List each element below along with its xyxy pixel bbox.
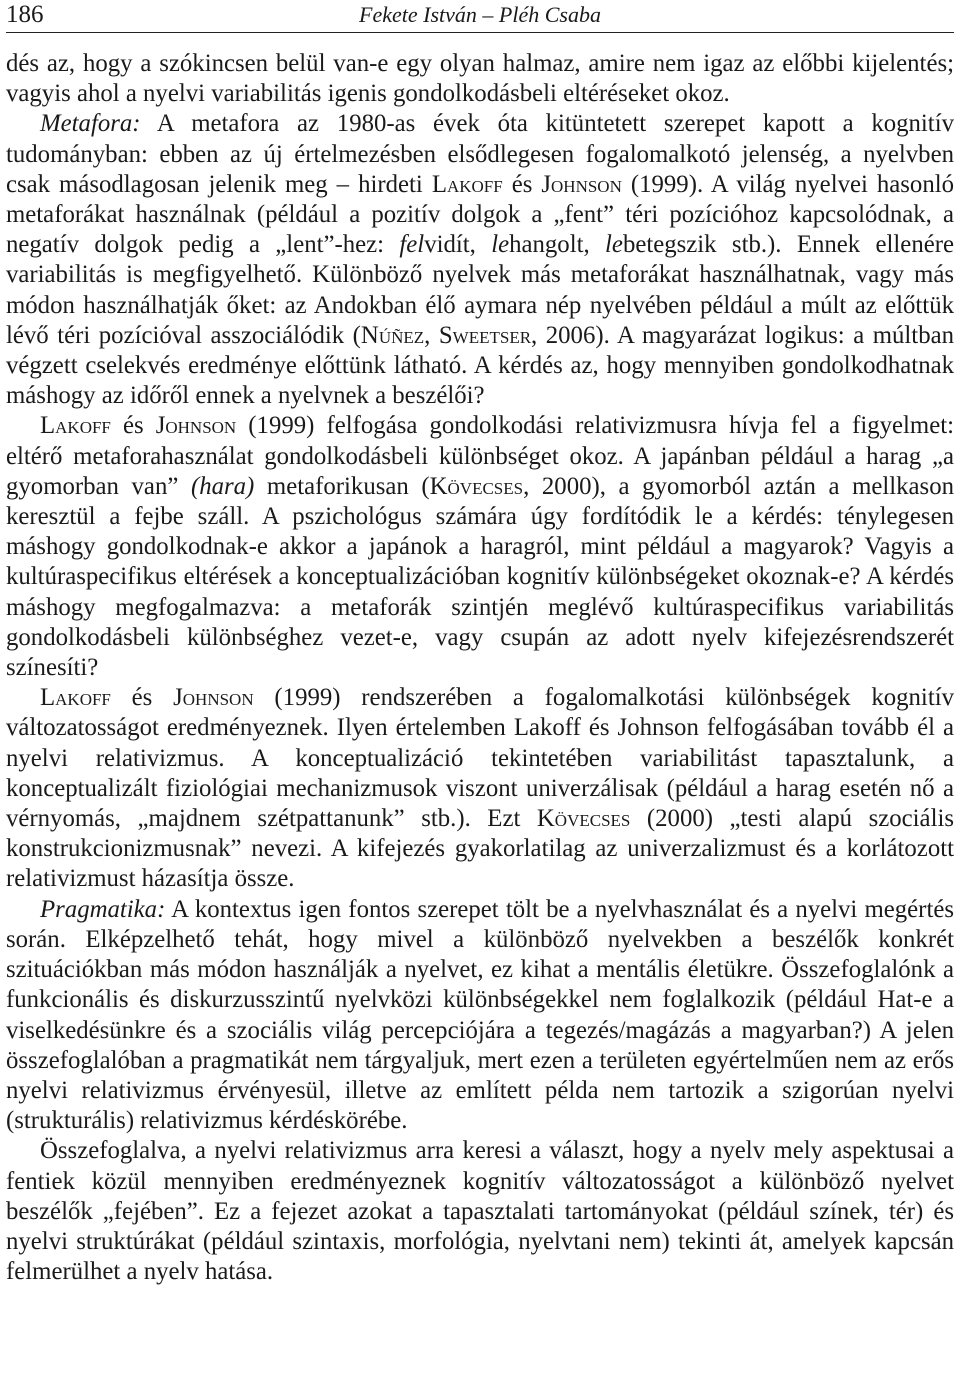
paragraph-pragmatika: Pragmatika: A kontextus igen fontos szerepet tölt be a nyelvhasználat és a nyelvi megértés során. Elképzelhető tehát, hogy mivel a különböző nyelvekben a beszélők konkrét szituációkban más módon használják a nyelvet, ez kihat a mentális életükre. Összefoglalónk a funkcionális és diskurzusszintű nyelvközi különbségekkel nem foglalkozik (például Hat-e a viselkedésünkre és a szociális világ percepciójára a tegezés/magázás a magyarban?) A jelen összefoglalóban a pragmatikát nem tárgyaljuk, mert ezen a területen egyértelműen nem az erős nyelvi relativizmus érvényesül, illetve az említett példa nem tartozik a szigorúan nyelvi (strukturális) relativizmus kérdéskörébe. <box>6 895 954 1135</box>
paragraph-summary: Összefoglalva, a nyelvi relativizmus arra keresi a választ, hogy a nyelv mely aspektusai a fentiek közül mennyiben eredményeznek kognitív változatosságot a különböző nyelvet beszélők „fejében”. Ez a fejezet azokat a tapasztalati tartományokat (például színek, tér) és nyelvi struktúrákat (például szintaxis, morfológia, nyelvtani nem) tekinti át, amelyek kapcsán felmerülhet a nyelv hatása. <box>6 1137 954 1286</box>
running-head: Fekete István – Pléh Csaba <box>359 2 601 27</box>
paragraph-metafora: Metafora: A metafora az 1980-as évek óta kitüntetett szerepet kapott a kognitív tudományban: ebben az új értelmezésben elsődlegesen fogalomalkotó jelenség, a nyelvben csak másodlagosan jelenik meg – hirdeti Lakoff és Johnson (1999). A világ nyelvei hasonló metaforákat használnak (például a pozitív dolgok a „fent” téri pozícióhoz kapcsolódnak, a negatív dolgok pedig a „lent”-hez: felvidít, lehangolt, lebetegszik stb.). Ennek ellenére variabilitás is megfigyelhető. Különböző nyelvek más metaforákat használhatnak, vagy más módon használhatják őket: az Andokban élő aymara nép nyelvében például a múlt az előttük lévő téri pozícióval asszociálódik (Núñez, Sweetser, 2006). A magyarázat logikus: a múltban végzett cselekvés eredménye előttünk látható. A kérdés az, hogy mennyiben gondolkodhatnak máshogy az időről ennek a nyelvnek a beszélői? <box>6 110 955 410</box>
page-header <box>6 0 954 33</box>
page-number: 186 <box>6 1 44 28</box>
paragraph-lakoff-johnson-system: Lakoff és Johnson (1999) rendszerében a fogalomalkotási különbségek kognitív változatosságot eredményeznek. Ilyen értelemben Lakoff és Johnson felfogásában tovább él a nyelvi relativizmus. A konceptualizáció tekintetében variabilitást tapasztalunk, a konceptualizált fiziológiai mechanizmusok viszont univerzálisak (például a harag esetén nő a vérnyomás, „majdnem szétpattanunk” stb.). Ezt Kövecses (2000) „testi alapú szociális konstrukcionizmusnak” nevezi. A kifejezés gyakorlatilag az univerzalizmust és a korlátozott relativizmust házasítja össze. <box>6 684 954 893</box>
paragraph-lakoff-johnson-relativism: Lakoff és Johnson (1999) felfogása gondolkodási relativizmusra hívja fel a figyelmet: eltérő metaforahasználat gondolkodásbeli különbséget okoz. A japánban például a harag „a gyomorban van” (hara) metaforikusan (Kövecses, 2000), a gyomorból aztán a mellkason keresztül a fejbe száll. A pszichológus számára úgy fordítódik le a kérdés: ténylegesen máshogy gondolkodnak-e akkor a japánok a haragról, mint például a magyarok? Vagyis a kultúraspecifikus eltérések a konceptualizációban kognitív különbségeket okoznak-e? A kérdés máshogy megfogalmazva: a metaforák szintjén meglévő kultúraspecifikus variabilitás gondolkodásbeli különbséghez vezet-e, vagy csupán az adott nyelv kifejezésrendszerét színesíti? <box>6 412 955 682</box>
paragraph-continuation: dés az, hogy a szókincsen belül van-e egy olyan halmaz, amire nem igaz az előbbi kijelentés; vagyis ahol a nyelvi variabilitás igenis gondolkodásbeli eltéréseket okoz. <box>6 50 954 108</box>
body-text <box>6 49 954 1287</box>
